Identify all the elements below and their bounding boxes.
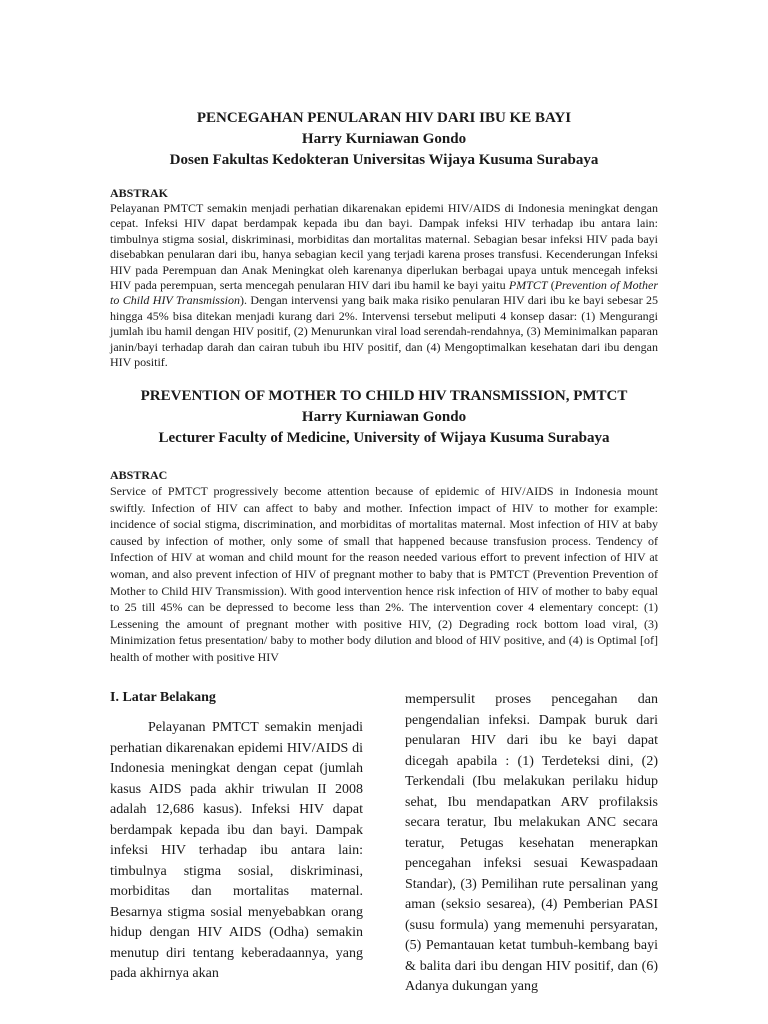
body-paragraph-left: Pelayanan PMTCT semakin menjadi perhatian dikarenakan epidemi HIV/AIDS di Indonesia meningkat dengan cepat (jumlah kasus AIDS pada akhir triwulan II 2008 adalah 12,686 kasus). Infeksi HIV dapat berdampak kepada ibu dan bayi. Dampak infeksi HIV terhadap ibu antara lain: timbulnya stigma sosial, diskriminasi, morbiditas dan mortalitas maternal. Besarnya stigma sosial menyebabkan orang hidup dengan HIV AIDS (Odha) semakin menutup diri tentang keberadaannya, yang pada akhirnya akan: [110, 720, 363, 981]
paper-title-indonesian: PENCEGAHAN PENULARAN HIV DARI IBU KE BAYI: [196, 110, 572, 126]
author-name-indonesian: Harry Kurniawan Gondo: [301, 131, 467, 147]
abstract-heading-indonesian: ABSTRAK: [110, 186, 169, 200]
abstract-text-part: Pelayanan PMTCT semakin menjadi perhatian dikarenakan epidemi HIV/AIDS di Indonesia meningkat dengan cepat. Infeksi HIV dapat berdampak kepada ibu dan bayi. Dampak infeksi HIV terhadap ibu antara lain: timbulnya stigma sosial, diskriminasi, morbiditas dan mortalitas maternal. Sebagian besar infeksi HIV pada bayi disebabkan penularan dari ibu, hanya sebagian kecil yang terjadi karena proses transfusi. Kecenderungan Infeksi HIV pada Perempuan dan Anak Meningkat oleh karenanya diperlukan berbagai upaya untuk mencegah infeksi HIV pada perempuan, serta mencegah penularan HIV dari ibu hamil ke bayi yaitu: [110, 201, 658, 293]
body-column-right: [405, 690, 658, 998]
english-title-block: [100, 386, 668, 449]
section-heading: I. Latar Belakang: [110, 690, 216, 705]
abstract-heading-english: ABSTRAC: [110, 468, 168, 482]
abstract-indonesian: [110, 186, 658, 370]
affiliation-english: Lecturer Faculty of Medicine, University of Wijaya Kusuma Surabaya: [158, 430, 610, 446]
author-name-english: Harry Kurniawan Gondo: [301, 409, 467, 425]
abstract-english: [110, 468, 658, 666]
abstract-italic-term: Prevention of Mother to Child HIV Transmission: [110, 278, 658, 308]
body-paragraph-right: mempersulit proses pencegahan dan pengendalian infeksi. Dampak buruk dari penularan HIV dari ibu ke bayi dapat dicegah apabila : (1) Terdeteksi dini, (2) Terkendali (Ibu melakukan perilaku hidup sehat, Ibu mendapatkan ARV profilaksis secara teratur, Ibu melakukan ANC secara teratur, Petugas kesehatan menerapkan pencegahan infeksi sesuai Kewaspadaan Standar), (3) Pemilihan rute persalinan yang aman (seksio sesarea), (4) Pemberian PASI (susu formula) yang memenuhi persyaratan, (5) Pemantauan ketat tumbuh-kembang bayi & balita dari ibu dengan HIV positif, dan (6) Adanya dukungan yang: [405, 692, 658, 994]
abstract-text-english: Service of PMTCT progressively become attention because of epidemic of HIV/AIDS in Indonesia mount swiftly. Infection of HIV can affect to baby and mother. Infection impact of HIV to mother for example: incidence of social stigma, discrimination, and morbiditas of mortalitas maternal. Most infection of HIV at baby caused by infection of mother, only some of small that happened because transfusion process. Tendency of Infection of HIV at woman and child mount for the reason needed various effort to prevent infection of HIV at woman, and also prevent infection of HIV of pregnant mother to baby that is PMTCT (Prevention Prevention of Mother to Child HIV Transmission). With good intervention hence risk infection of HIV of mother to baby equal to 25 till 45% can be depressed to become less than 2%. The intervention cover 4 elementary concept: (1) Lessening the amount of pregnant mother with positive HIV, (2) Degrading rock bottom load viral, (3) Minimization fetus presentation/ baby to mother body dilution and blood of HIV positive, and (4) is Optimal [of] health of mother with positive HIV: [110, 484, 658, 664]
paper-title-english: PREVENTION OF MOTHER TO CHILD HIV TRANSMISSION, PMTCT: [140, 388, 628, 404]
affiliation-indonesian: Dosen Fakultas Kedokteran Universitas Wijaya Kusuma Surabaya: [169, 152, 599, 168]
abstract-text-part: (: [547, 278, 555, 293]
abstract-italic-term: PMTCT: [508, 278, 548, 293]
body-column-left: [110, 688, 363, 985]
abstract-text-part: ). Dengan intervensi yang baik maka risiko penularan HIV dari ibu ke bayi sebesar 25 hingga 45% bisa ditekan menjadi kurang dari 2%. Intervensi tersebut meliputi 4 konsep dasar: (1) Mengurangi jumlah ibu hamil dengan HIV positif, (2) Menurunkan viral load serendah-rendahnya, (3) Meminimalkan paparan janin/bayi terhadap darah dan cairan tubuh ibu HIV positif, dan (4) Mengoptimalkan kesehatan dari ibu dengan HIV positif.: [110, 293, 658, 370]
abstract-text-indonesian: [110, 201, 658, 370]
indonesian-title-block: [100, 108, 668, 171]
